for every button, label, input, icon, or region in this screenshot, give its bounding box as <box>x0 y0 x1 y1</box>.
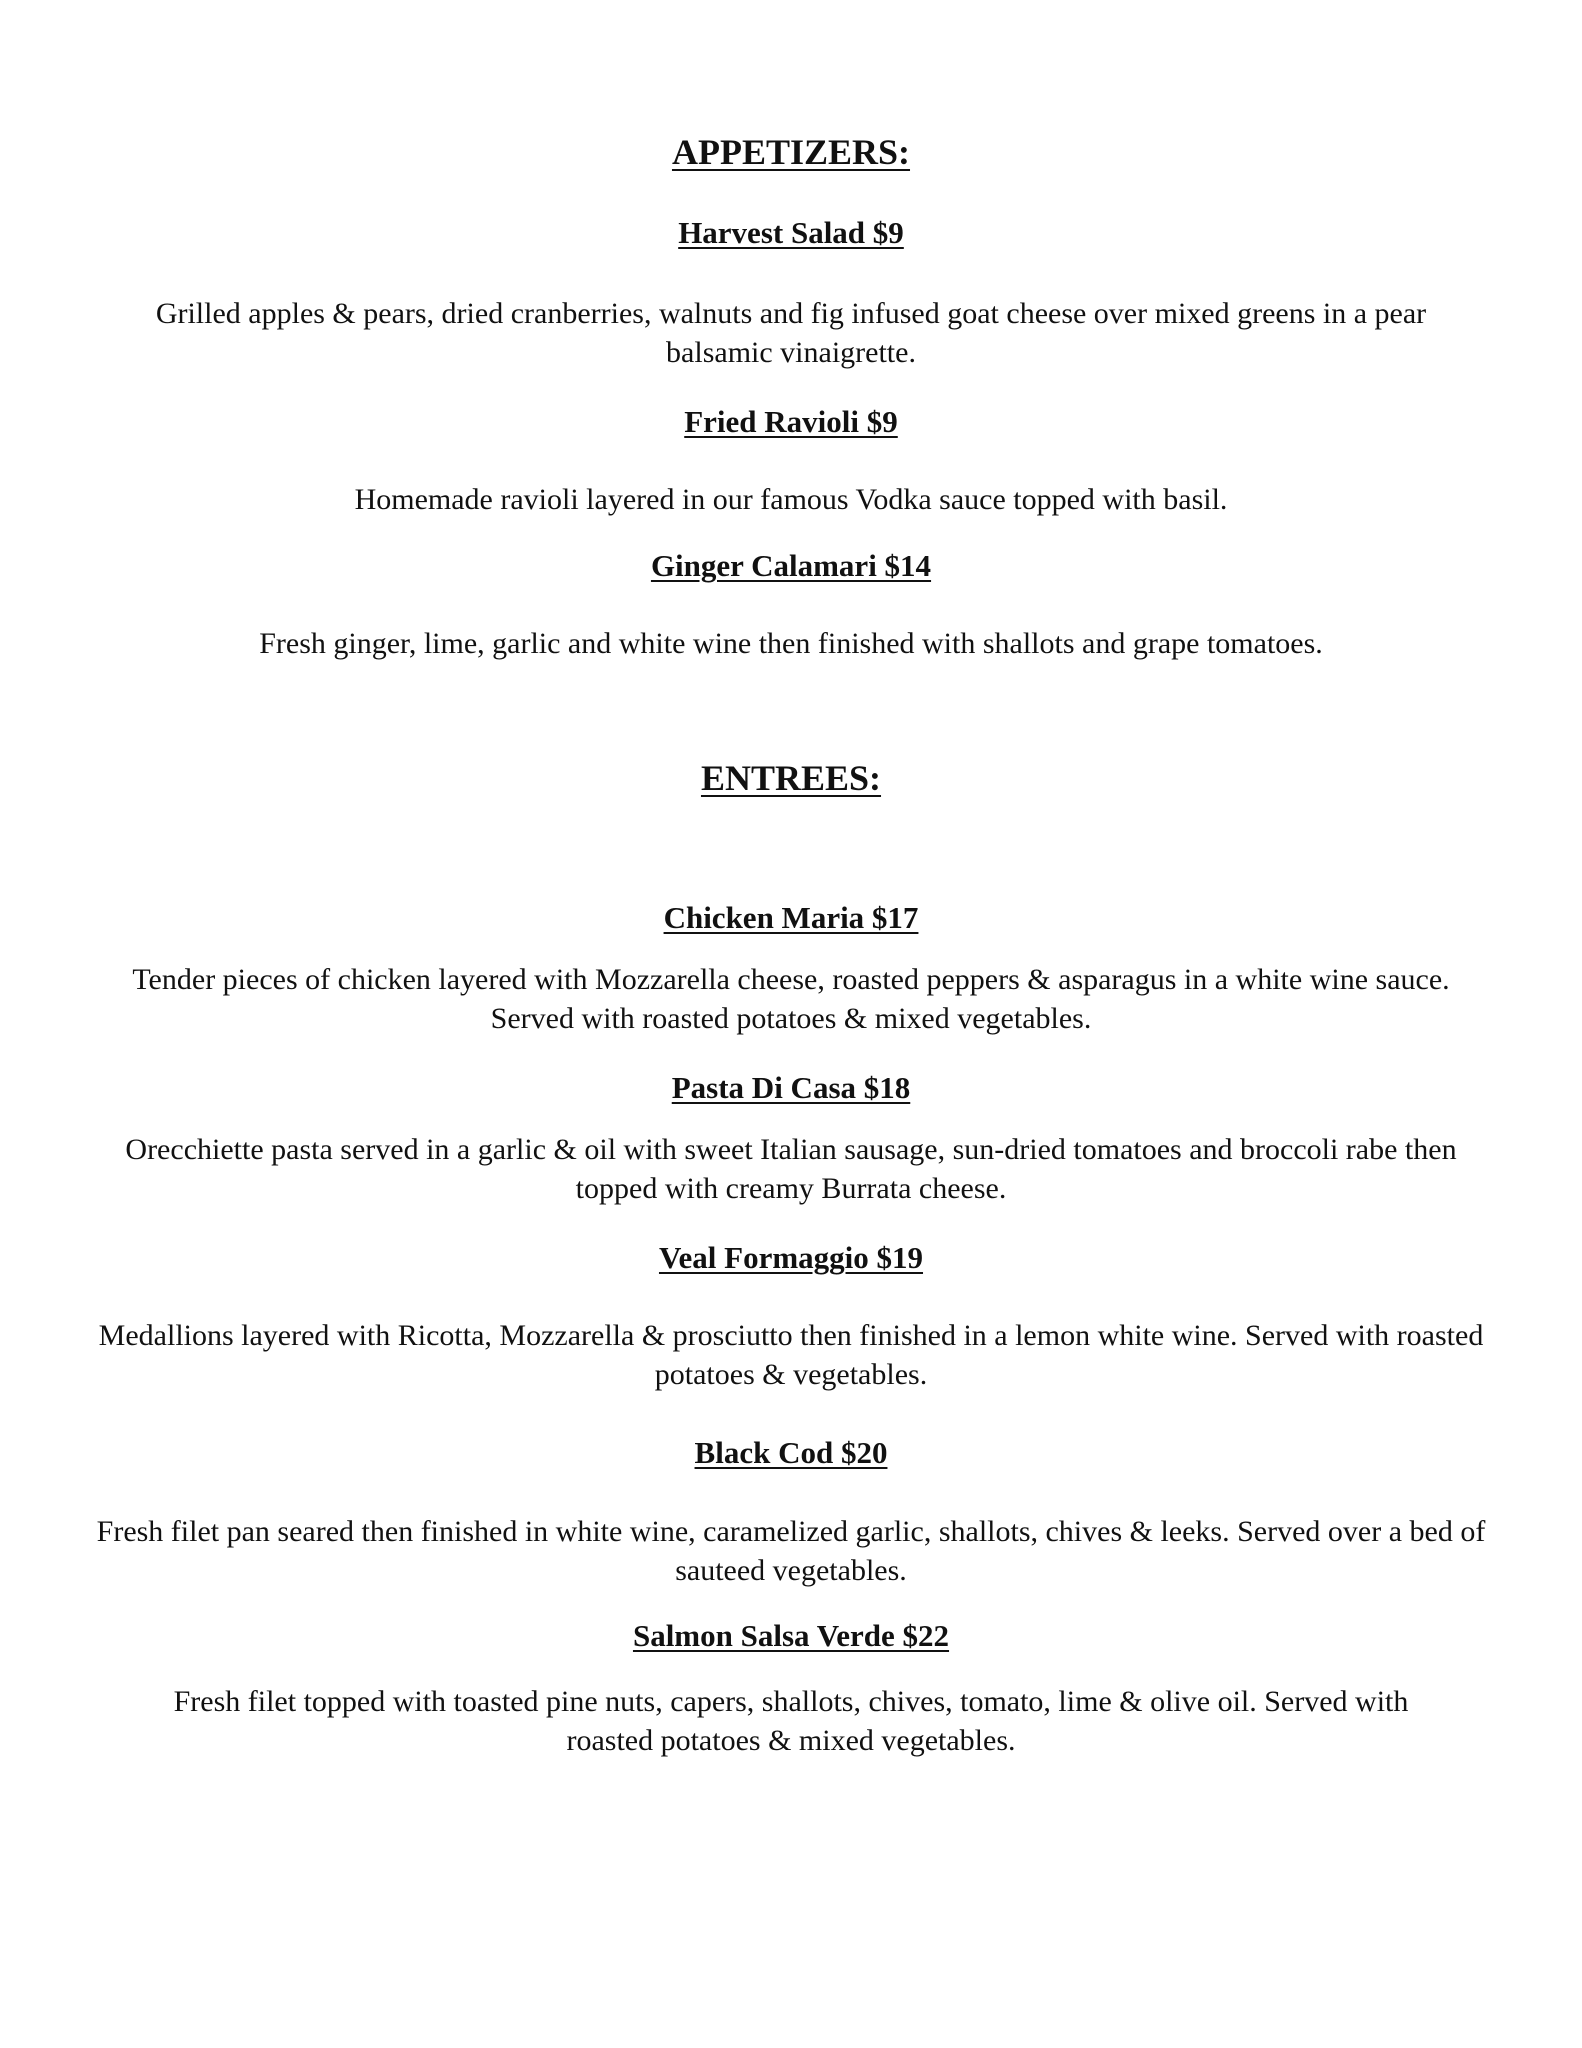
menu-item-description-veal-formaggio: Medallions layered with Ricotta, Mozzarella & prosciutto then finished in a lemon white wine. Served with roasted potatoes & vegetables. <box>98 1319 1484 1391</box>
menu-item-description-pasta-di-casa: Orecchiette pasta served in a garlic & oil with sweet Italian sausage, sun-dried tomatoes and broccoli rabe then topped with creamy Burrata cheese. <box>125 1133 1457 1205</box>
menu-item-description-chicken-maria: Tender pieces of chicken layered with Mozzarella cheese, roasted peppers & asparagus in a white wine sauce. Served with roasted potatoes & mixed vegetables. <box>132 963 1450 1035</box>
menu-item-title-veal-formaggio: Veal Formaggio $19 <box>658 1240 924 1275</box>
menu-item-title-chicken-maria: Chicken Maria $17 <box>663 900 919 935</box>
menu-item-description-ginger-calamari: Fresh ginger, lime, garlic and white wine then finished with shallots and grape tomatoes. <box>259 627 1323 660</box>
entrees-heading: ENTREES: <box>700 758 882 798</box>
menu-item-title-ginger-calamari: Ginger Calamari $14 <box>650 548 932 583</box>
menu-item-description-salmon-salsa-verde: Fresh filet topped with toasted pine nuts, capers, shallots, chives, tomato, lime & olive oil. Served with roasted potatoes & mixed vegetables. <box>173 1685 1409 1757</box>
menu-item-title-fried-ravioli: Fried Ravioli $9 <box>684 404 898 439</box>
menu-item-description-fried-ravioli: Homemade ravioli layered in our famous Vodka sauce topped with basil. <box>354 483 1228 516</box>
menu-item-description-harvest-salad: Grilled apples & pears, dried cranberries, walnuts and fig infused goat cheese over mixed greens in a pear balsamic vinaigrette. <box>155 297 1427 369</box>
menu-item-title-black-cod: Black Cod $20 <box>694 1435 888 1470</box>
menu-item-title-pasta-di-casa: Pasta Di Casa $18 <box>671 1070 911 1105</box>
menu-item-title-salmon-salsa-verde: Salmon Salsa Verde $22 <box>632 1618 950 1653</box>
menu-item-description-black-cod: Fresh filet pan seared then finished in white wine, caramelized garlic, shallots, chives & leeks. Served over a bed of sauteed vegetables. <box>96 1515 1486 1587</box>
appetizers-heading: APPETIZERS: <box>671 132 911 172</box>
menu-item-title-harvest-salad: Harvest Salad $9 <box>678 215 904 250</box>
